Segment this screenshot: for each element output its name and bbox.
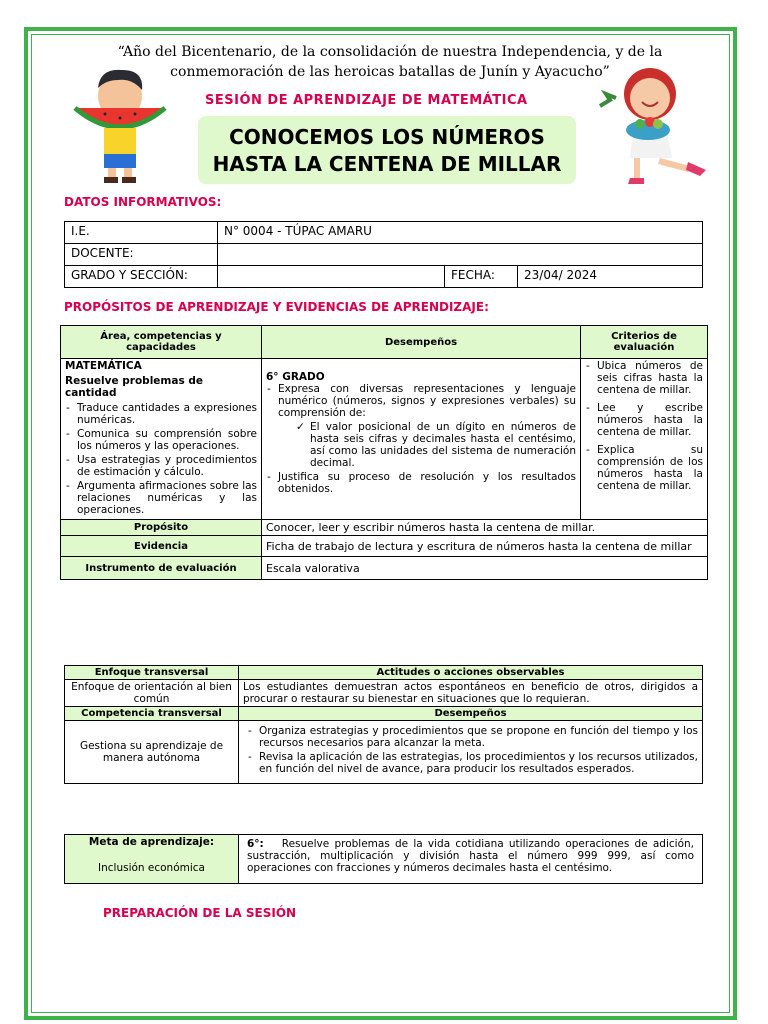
desempenos-cell <box>262 359 581 520</box>
datos-heading: DATOS INFORMATIVOS: <box>64 195 222 209</box>
girl-salad-illustration <box>590 66 720 190</box>
competencias-table <box>60 325 708 580</box>
area-name: MATEMÁTICA <box>65 360 142 372</box>
enfoque-value: Enfoque de orientación al bien común <box>65 680 239 707</box>
meta-label: Meta de aprendizaje: <box>88 836 215 848</box>
desempeno-transversal-item: - Organiza estrategias y procedimientos que se propone en función del tiempo y los recursos necesarios para alcanzar la meta. <box>259 725 698 749</box>
desempeno-item: - Justifica su proceso de resolución y los resultados obtenidos. <box>278 471 576 495</box>
desempenos-transversal-list <box>243 725 698 775</box>
comp-transversal-value: Gestiona su aprendizaje de manera autónoma <box>65 721 239 784</box>
ie-label: I.E. <box>65 222 218 244</box>
grado-value <box>218 266 445 288</box>
header-comp-transversal: Competencia transversal <box>65 707 239 721</box>
docente-value <box>218 244 703 266</box>
desempenos-list <box>266 383 576 495</box>
check-item: ✓ El valor posicional de un dígito en números de hasta seis cifras y decimales hasta el centésimo, así como las unidades del sistema de numeración decimal. <box>310 421 576 469</box>
header-desempenos: Desempeños <box>262 326 581 359</box>
boy-watermelon-illustration <box>70 66 170 184</box>
main-title-box <box>198 116 576 184</box>
grado-label: GRADO Y SECCIÓN: <box>65 266 218 288</box>
capacidad-item: - Usa estrategias y procedimientos de estimación y cálculo. <box>77 454 257 478</box>
enfoque-table <box>64 665 703 784</box>
fecha-value: 23/04/ 2024 <box>518 266 703 288</box>
main-title-line-2: HASTA LA CENTENA DE MILLAR <box>212 152 562 176</box>
header-actitudes: Actitudes o acciones observables <box>239 666 703 680</box>
actitud-value: Los estudiantes demuestran actos espontáneos en beneficio de otros, dirigidos a procurar o restaurar su bienestar en situaciones que lo requieran. <box>239 680 703 707</box>
header-area: Área, competencias y capacidades <box>61 326 262 359</box>
year-motto: “Año del Bicentenario, de la consolidación de nuestra Independencia, y de la conmemoración de las heroicas batallas de Junín y Ayacucho” <box>117 44 663 80</box>
fecha-label: FECHA: <box>445 266 518 288</box>
desempeno-transversal-item: - Revisa la aplicación de las estrategias, los procedimientos y los recursos utilizados, en función del nivel de avance, para producir los resultados esperados. <box>259 751 698 775</box>
proposito-value: Conocer, leer y escribir números hasta la centena de millar. <box>262 520 708 536</box>
propositos-heading: PROPÓSITOS DE APRENDIZAJE Y EVIDENCIAS DE APRENDIZAJE: <box>64 300 489 314</box>
meta-label-cell <box>65 835 239 884</box>
ie-value: N° 0004 - TÚPAC AMARU <box>218 222 703 244</box>
header-criterios: Criterios de evaluación <box>581 326 708 359</box>
criterios-list <box>585 360 703 492</box>
meta-text-cell <box>239 835 703 884</box>
header-enfoque: Enfoque transversal <box>65 666 239 680</box>
desempeno-text: Expresa con diversas representaciones y lenguaje numérico (números, signos y expresiones verbales) su comprensión de: <box>278 383 576 419</box>
meta-table <box>64 834 703 884</box>
grado-label: 6° GRADO <box>266 371 325 383</box>
desempeno-item <box>278 383 576 469</box>
instrumento-value: Escala valorativa <box>262 557 708 580</box>
header-desempenos-transversal: Desempeños <box>239 707 703 721</box>
criterios-cell <box>581 359 708 520</box>
capacidad-item: - Comunica su comprensión sobre los números y las operaciones. <box>77 428 257 452</box>
session-title: SESIÓN DE APRENDIZAJE DE MATEMÁTICA <box>205 93 528 108</box>
capacidad-item: - Traduce cantidades a expresiones numéricas. <box>77 402 257 426</box>
checklist <box>278 421 576 469</box>
competencia-name: Resuelve problemas de cantidad <box>65 375 203 399</box>
criterio-item: - Explica su comprensión de los números hasta la centena de millar. <box>597 444 703 492</box>
meta-text: Resuelve problemas de la vida cotidiana utilizando operaciones de adición, sustracción, multiplicación y división hasta el número 999 999, así como operaciones con fracciones y números decimales hasta el centésimo. <box>247 838 694 874</box>
preparacion-heading: PREPARACIÓN DE LA SESIÓN <box>103 906 297 920</box>
desempenos-transversal-cell <box>239 721 703 784</box>
meta-sub: Inclusión económica <box>98 862 205 874</box>
info-table <box>64 221 703 288</box>
capacidad-item: - Argumenta afirmaciones sobre las relaciones numéricas y las operaciones. <box>77 480 257 516</box>
instrumento-label: Instrumento de evaluación <box>61 557 262 580</box>
criterio-item: - Ubica números de seis cifras hasta la centena de millar. <box>597 360 703 396</box>
main-title-line-1: CONOCEMOS LOS NÚMEROS <box>229 125 545 149</box>
evidencia-label: Evidencia <box>61 536 262 557</box>
meta-grado: 6°: <box>247 838 264 850</box>
evidencia-value: Ficha de trabajo de lectura y escritura de números hasta la centena de millar <box>262 536 708 557</box>
proposito-label: Propósito <box>61 520 262 536</box>
capacidades-list <box>65 402 257 516</box>
docente-label: DOCENTE: <box>65 244 218 266</box>
criterio-item: - Lee y escribe números hasta la centena de millar. <box>597 402 703 438</box>
area-cell <box>61 359 262 520</box>
